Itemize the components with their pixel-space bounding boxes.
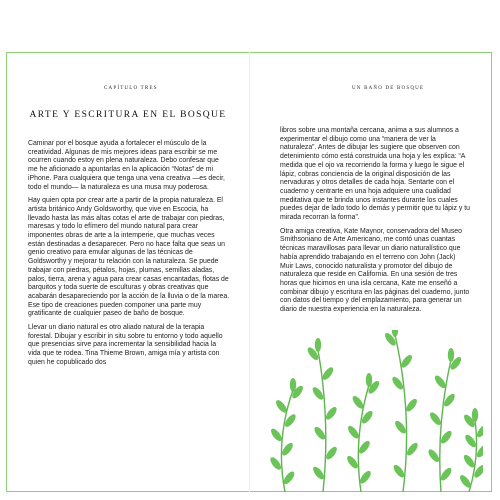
leaf-icon (472, 408, 478, 422)
running-head-left: CAPÍTULO TRES (104, 86, 158, 91)
running-head-right: UN BAÑO DE BOSQUE (352, 86, 425, 91)
left-paragraph-1: Caminar por el bosque ayuda a fortalecer el músculo de la creatividad. Algunas de mis mejores ideas para escribir se me ocurren cuando estoy en plena naturaleza. Debo confesar que me he aficionado a apuntarlas en la aplicación “Notas” de mi iPhone. Para cualquiera que tenga una vena creativa —es decir, todo el mundo— la naturaleza es una musa muy poderosa. (28, 140, 225, 191)
right-paragraph-1: libros sobre una montaña cercana, anima a sus alumnos a experimentar el dibujo como una “manera de ver la naturaleza”. Antes de dibujar les sugiere que observen con detenimiento cómo está construida una hoja y les explica: “A medida que el ojo va recorriendo la forma y luego le sigue el lápiz, cobras conciencia de la original disposición de las nervaduras y otros detalles de cada hoja. Sentarte con el cuaderno y centrarte en una hoja adquiere una cualidad meditativa que te brinda unos instantes durante los cuales puedes dejar de lado todo lo demás y permitir que tu lápiz y tu mirada recorran la forma”. (280, 127, 470, 222)
plant-illustration (263, 330, 483, 492)
leaf-icon (366, 373, 372, 387)
leaf-icon (448, 348, 454, 362)
leaf-icon (315, 338, 321, 352)
leaf-icon (393, 419, 408, 435)
left-page-body (28, 140, 230, 373)
plant-leaves (268, 330, 483, 489)
plant-stem (469, 420, 477, 492)
left-paragraph-3: Llevar un diario natural es otro aliado natural de la terapia forestal. Dibujar y escribir in situ sobre tu entorno y todo aquello que presencias sirve para incrementar la sensibilidad hacia la vida que te rodea. Tina Thieme Brown, amiga mía y artista con quien he copublicado dos (28, 324, 223, 366)
chapter-title: ARTE Y ESCRITURA EN EL BOSQUE (29, 110, 227, 120)
leaf-icon (439, 466, 454, 482)
leaf-icon (392, 330, 398, 337)
leaf-icon (290, 378, 296, 392)
book-gutter (249, 52, 250, 492)
leaf-icon (313, 425, 328, 441)
left-paragraph-2: Hay quien opta por crear arte a partir de la propia naturaleza. El artista británico Andy Goldsworthy, que vive en Escocia, ha llevado hasta las más altas cotas el arte de trabajar con piedras, maresas y todo lo efímero del mundo natural para crear imponentes obras de arte a la intemperie, que muchas veces están destinadas a desaparecer. Pero no hace falta que seas un genio creativo para emular algunas de las técnicas de Goldsworthy y mejorar tu relación con la naturaleza. Se puede trabajar con piedras, pétalos, hojas, plumas, semillas aladas, palos, tierra, arena y agua para crear casas encantadas, flotas de barquitos y toda suerte de esculturas y obras creativas que acabarán desapareciendo por la acción de la lluvia o de la marea. Ese tipo de creaciones pueden componer una parte muy gratificante de cualquier paseo de baño de bosque. (28, 197, 230, 318)
right-paragraph-2: Otra amiga creativa, Kate Maynor, conservadora del Museo Smithsoniano de Arte Americano, me contó unas cuantas técnicas maravillosas para llevar un diario naturalístico que había aprendido trabajando en el terreno con John (Jack) Muir Laws, conocido naturalista y promotor del dibujo de naturaleza que reside en California. En una sesión de tres horas que hicimos en una isla cercana, Kate me enseñó a combinar dibujo y escritura en las páginas del cuaderno, junto con datos del tiempo y del emplazamiento, para generar un diario de nuestra experiencia en la naturaleza. (280, 227, 470, 314)
right-page-body (280, 127, 470, 320)
leaf-icon (345, 454, 360, 470)
leaf-icon (324, 405, 339, 421)
plant-stems (281, 335, 476, 492)
leaf-icon (427, 448, 442, 464)
